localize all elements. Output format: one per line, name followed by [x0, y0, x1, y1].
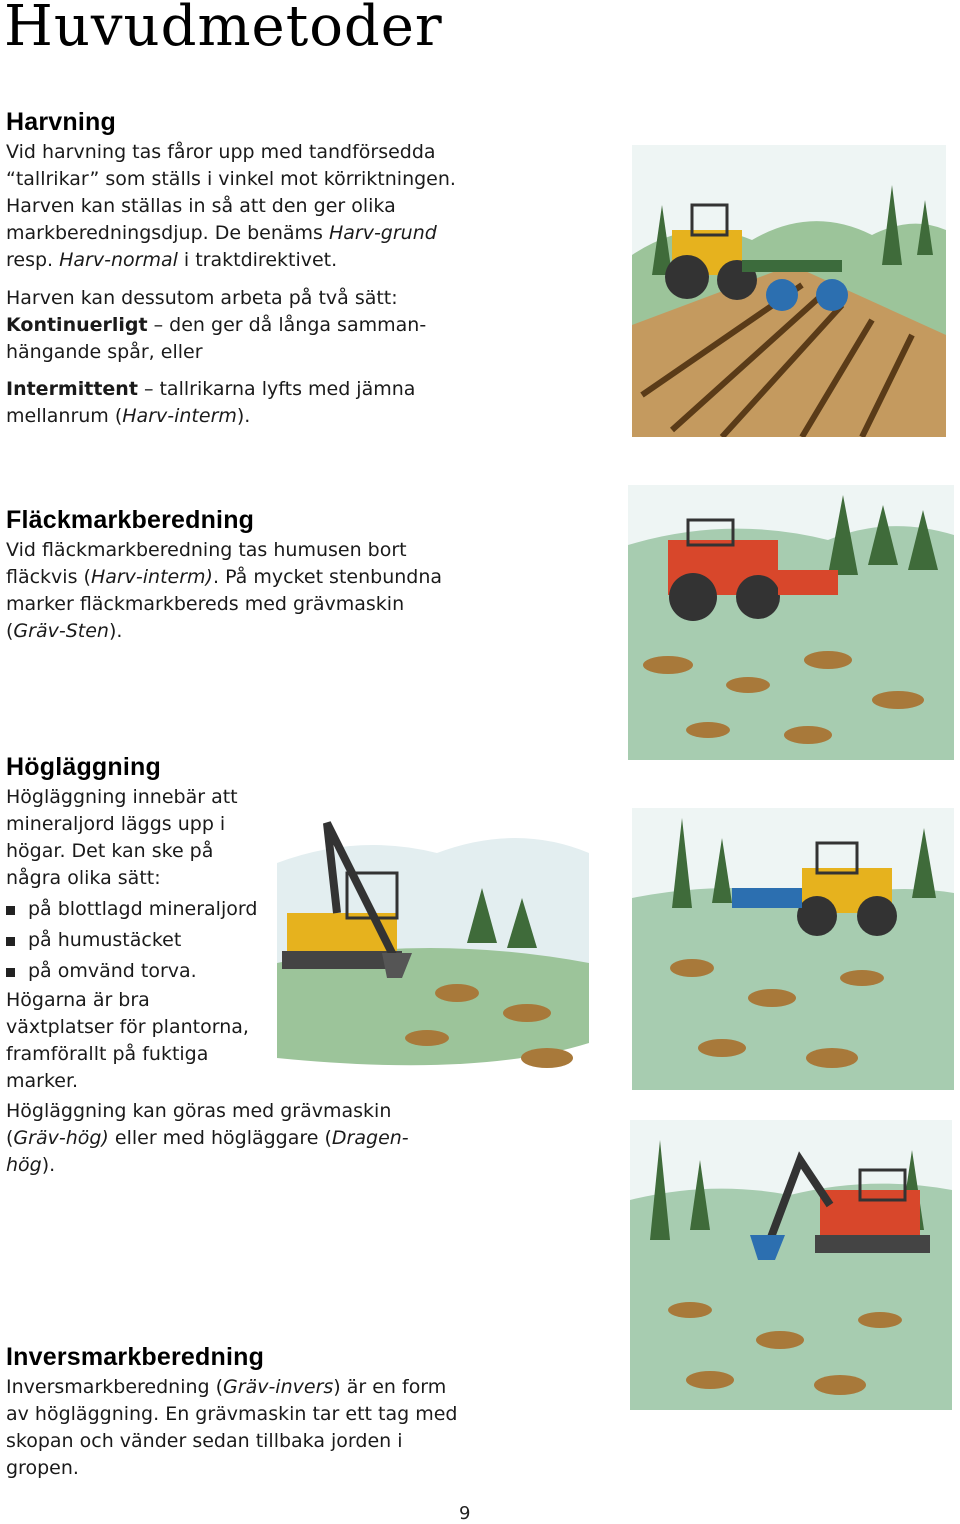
term-intermittent: Intermittent: [6, 378, 138, 400]
harvning-p4-end: ).: [236, 405, 251, 427]
illustration-patch-scarifier: [628, 485, 954, 760]
hoglaggning-p2-c: ).: [41, 1154, 56, 1176]
harvning-p1-b: resp.: [6, 249, 60, 271]
term-dragen-hog: Dragen-hög: [6, 1127, 409, 1176]
harvning-paragraph-3: [6, 312, 456, 366]
heading-harvning: Harvning: [6, 108, 116, 136]
term-grav-sten: Gräv-Sten: [13, 620, 109, 642]
harvning-p3-rest: – den ger då långa sammanhängande spår, eller: [6, 314, 427, 363]
list-item: på omvänd torva.: [6, 956, 261, 987]
harvning-p1-a: Vid harvning tas fåror upp med tandförsedda “tallrikar” som ställs i vinkel mot körriktningen. Harven kan ställas in så att den ger olika markberedningsdjup. De benäms: [6, 141, 456, 244]
page-title: Huvudmetoder: [4, 0, 443, 59]
heading-flackmarkberedning: Fläckmarkberedning: [6, 506, 255, 534]
inversmark-paragraph: [6, 1374, 461, 1482]
hoglaggning-bullet-list: [6, 894, 261, 987]
term-harv-grund: Harv-grund: [328, 222, 437, 244]
harvning-p1-c: i traktdirektivet.: [177, 249, 338, 271]
flackmark-text: [6, 537, 456, 645]
hoglaggning-intro: Högläggning innebär att mineraljord läggs upp i högar. Det kan ske på några olika sätt:: [6, 786, 238, 889]
term-grav-invers: Gräv-invers: [223, 1376, 334, 1398]
harvning-paragraph-2: Harven kan dessutom arbeta på två sätt:: [6, 287, 398, 309]
harvning-p4-rest: – tallrikarna lyfts med jämna mellanrum (: [6, 378, 416, 427]
inversmark-a: Inversmarkberedning (: [6, 1376, 224, 1398]
inversmark-text: [6, 1374, 461, 1482]
harvning-paragraph-1: [6, 139, 456, 274]
term-harv-interm-2: Harv-interm): [90, 566, 213, 588]
term-harv-normal: Harv-normal: [59, 249, 178, 271]
harvning-text: [6, 139, 456, 430]
hoglaggning-p2-a: Högläggning kan göras med grävmaskin (: [6, 1100, 392, 1149]
term-kontinuerligt: Kontinuerligt: [6, 314, 148, 336]
term-harv-interm: Harv-interm: [122, 405, 237, 427]
hoglaggning-after: Högarna är bra växtplatser för plantorna, framförallt på fuktiga marker.: [6, 989, 249, 1092]
list-item: på humustäcket: [6, 925, 261, 956]
heading-hoglaggning: Högläggning: [6, 753, 161, 781]
heading-inversmarkberedning: Inversmarkberedning: [6, 1343, 265, 1371]
hoglaggning-p2-b: eller med högläggare (: [108, 1127, 332, 1149]
flackmark-a: Vid fläckmarkberedning tas humusen bort fläckvis (: [6, 539, 407, 588]
illustration-harrow-tractor: [632, 145, 946, 437]
page-number: 9: [459, 1503, 471, 1524]
hoglaggning-text-2: [6, 1098, 426, 1179]
term-grav-hog: Gräv-hög): [13, 1127, 109, 1149]
flackmark-c: ).: [108, 620, 123, 642]
illustration-mounder: [632, 808, 954, 1090]
inversmark-b: ) är en form av högläggning. En grävmaskin tar ett tag med skopan och vänder sedan tillbaka jorden i gropen.: [6, 1376, 458, 1479]
hoglaggning-text: [6, 784, 261, 1095]
harvning-paragraph-4: [6, 376, 456, 430]
flackmark-paragraph: [6, 537, 456, 645]
list-item: på blottlagd mineraljord: [6, 894, 261, 925]
hoglaggning-paragraph-2: [6, 1098, 426, 1179]
illustration-inverting-excavator: [630, 1120, 952, 1410]
illustration-excavator-mounding: [277, 793, 589, 1085]
flackmark-b: . På mycket stenbundna marker fläckmarkbereds med grävmaskin (: [6, 566, 443, 642]
